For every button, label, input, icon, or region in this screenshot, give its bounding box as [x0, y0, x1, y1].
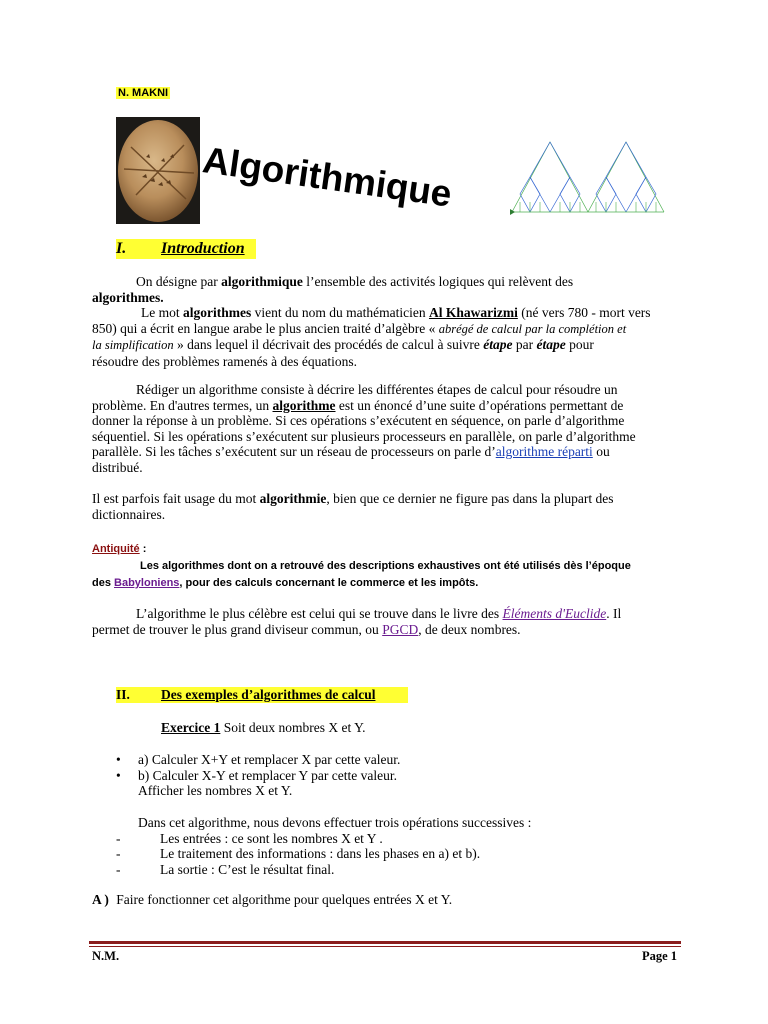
al-khawarizmi-name: Al Khawarizmi [428, 305, 518, 320]
section-1-heading [116, 239, 256, 259]
pgcd-link[interactable]: PGCD [382, 621, 419, 637]
title-wordart-text: Algorithmique [200, 142, 455, 212]
exercise-1: Exercice 1 Soit deux nombres X et Y. [161, 720, 366, 735]
title-wordart [196, 142, 506, 212]
paragraph-1: On désigne par algorithmique l’ensemble des activités logiques qui relèvent des algorithmes. Le mot algorithmes vient du nom du mathématicien Al Khawarizmi (né vers 780 - mort vers 850) qui a écrit en langue arabe le plus ancien traité d’algèbre « abrégé de calcul par la complétion et la simplification » dans lequel il décrivait des procédés de calcul à suivre étape par étape pour résoudre des problèmes ramenés à des équations. [92, 274, 651, 369]
tree-diagram-image [510, 136, 666, 218]
section-2-heading [116, 687, 408, 703]
section-1-number: I. [116, 240, 127, 257]
paragraph-5: L’algorithme le plus célèbre est celui qui se trouve dans le livre des Éléments d'Euclide. Il permet de trouver le plus grand diviseur commun, ou PGCD, de deux nombres. [92, 606, 622, 637]
list-item: - La sortie : C’est le résultat final. [116, 861, 335, 877]
author-label: N. MAKNI [118, 87, 169, 99]
section-2-title: Des exemples d’algorithmes de calcul [161, 687, 376, 702]
babyloniens-link[interactable]: Babyloniens [114, 577, 180, 589]
elements-euclide-link[interactable]: Éléments d'Euclide [502, 606, 607, 621]
list-item: - Les entrées : ce sont les nombres X et Y . [116, 830, 383, 846]
section-1-title: Introduction [161, 240, 245, 257]
section-2-number: II. [116, 687, 130, 702]
question-a-label: A ) [92, 892, 109, 907]
list-item: - Le traitement des informations : dans les phases en a) et b). [116, 846, 481, 861]
list-item: • a) Calculer X+Y et remplacer X par cette valeur. [116, 752, 401, 767]
footer-rule-thin [89, 946, 681, 947]
algorithme-reparti-link[interactable]: algorithme réparti [495, 444, 593, 459]
list-item: • b) Calculer X-Y et remplacer Y par cette valeur. [116, 767, 397, 783]
clay-tablet-image [116, 117, 200, 224]
paragraph-3: Rédiger un algorithme consiste à décrire les différentes étapes de calcul pour résoudre un problème. En d'autres termes, un algorithme est un énoncé d’une suite d’opérations permettant de donner la réponse à un problème. Si ces opérations s’exécutent en séquence, on parle d’algorithme séquentiel. Si les opérations s’exécutent sur plusieurs processeurs en parallèle, on parle d’algorithme parallèle. Si les tâches s’exécutent sur un réseau de processeurs on parle d’algorithme réparti ou distribué. [92, 382, 636, 475]
footer-rule [89, 941, 681, 944]
paragraph-4: Il est parfois fait usage du mot algorithmie, bien que ce dernier ne figure pas dans la plupart des dictionnaires. [92, 491, 614, 522]
page-number: Page 1 [641, 949, 677, 963]
operations-block: Dans cet algorithme, nous devons effectuer trois opérations successives : - Les entrées : ce sont les nombres X et Y . - Le traitement des informations : dans les phases en a) et b). - La sortie : C’est le résultat final. [116, 815, 532, 877]
exercise-1-label: Exercice 1 [161, 720, 221, 735]
antiquite-block: Antiquité : Les algorithmes dont on a retrouvé des descriptions exhaustives ont été utilisés dès l’époque des Babyloniens, pour des calculs concernant le commerce et les impôts. [92, 543, 631, 589]
antiquite-label: Antiquité [92, 543, 140, 555]
question-a: A ) Faire fonctionner cet algorithme pour quelques entrées X et Y. [92, 892, 453, 907]
footer-left: N.M. [92, 949, 120, 963]
exercise-steps: • a) Calculer X+Y et remplacer X par cette valeur. • b) Calculer X-Y et remplacer Y par cette valeur. Afficher les nombres X et Y. [116, 752, 401, 798]
